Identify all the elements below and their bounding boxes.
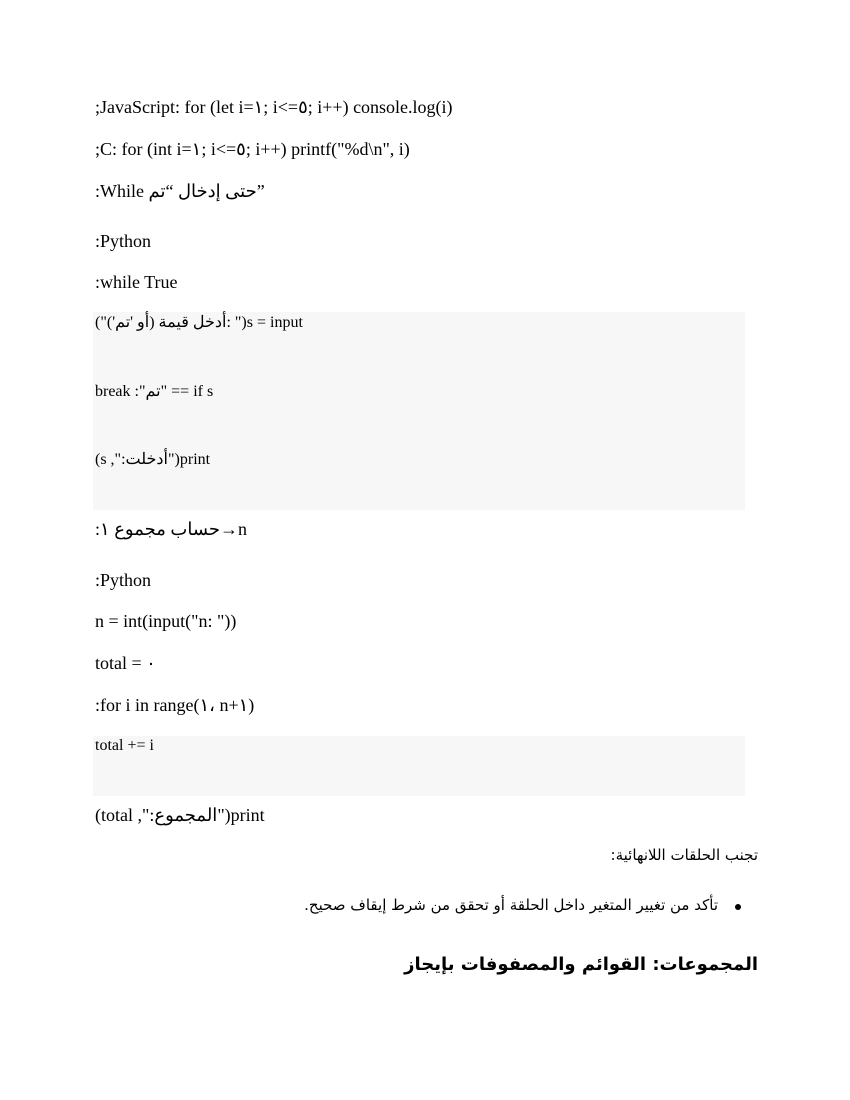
- code-block-while: [93, 312, 745, 510]
- code-line-total-add: total += i: [95, 737, 154, 754]
- javascript-loop-line: ;JavaScript: for (let i=١; i<=٥; i++) console.log(i): [95, 97, 453, 117]
- print-total-line: (total ,":المجموع")print: [95, 805, 265, 825]
- c-loop-line: ;C: for (int i=١; i<=٥; i++) printf("%d\n", i): [95, 139, 410, 159]
- python-label-line-2: :Python: [95, 570, 152, 590]
- infinite-loops-heading: تجنب الحلقات اللانهائية:: [610, 846, 758, 864]
- while-true-line: :while True: [95, 272, 178, 292]
- code-line-break: break :"تم" == if s: [95, 383, 214, 400]
- for-range-line: :for i in range(١، n+١): [95, 695, 255, 715]
- bullet-item-infinite-loop-tip: تأكد من تغيير المتغير داخل الحلقة أو تحقق من شرط إيقاف صحيح.: [304, 896, 718, 914]
- total-init-line: total = ٠: [95, 653, 156, 673]
- n-input-line: n = int(input("n: ")): [95, 611, 237, 631]
- section-heading-collections: المجموعات: القوائم والمصفوفات بإيجاز: [404, 954, 758, 975]
- code-line-print: (s ,":أدخلت")print: [95, 451, 211, 468]
- while-heading-line: :While حتى إدخال “تم”: [95, 181, 265, 201]
- python-label-line: :Python: [95, 231, 152, 251]
- sum-heading-line: :حساب مجموع ١→n: [95, 519, 248, 539]
- bullet-dot: [735, 904, 741, 910]
- code-line-input: ("أدخل قيمة (أو 'تم'): ")s = input: [95, 314, 303, 331]
- code-block-sum: [93, 736, 745, 796]
